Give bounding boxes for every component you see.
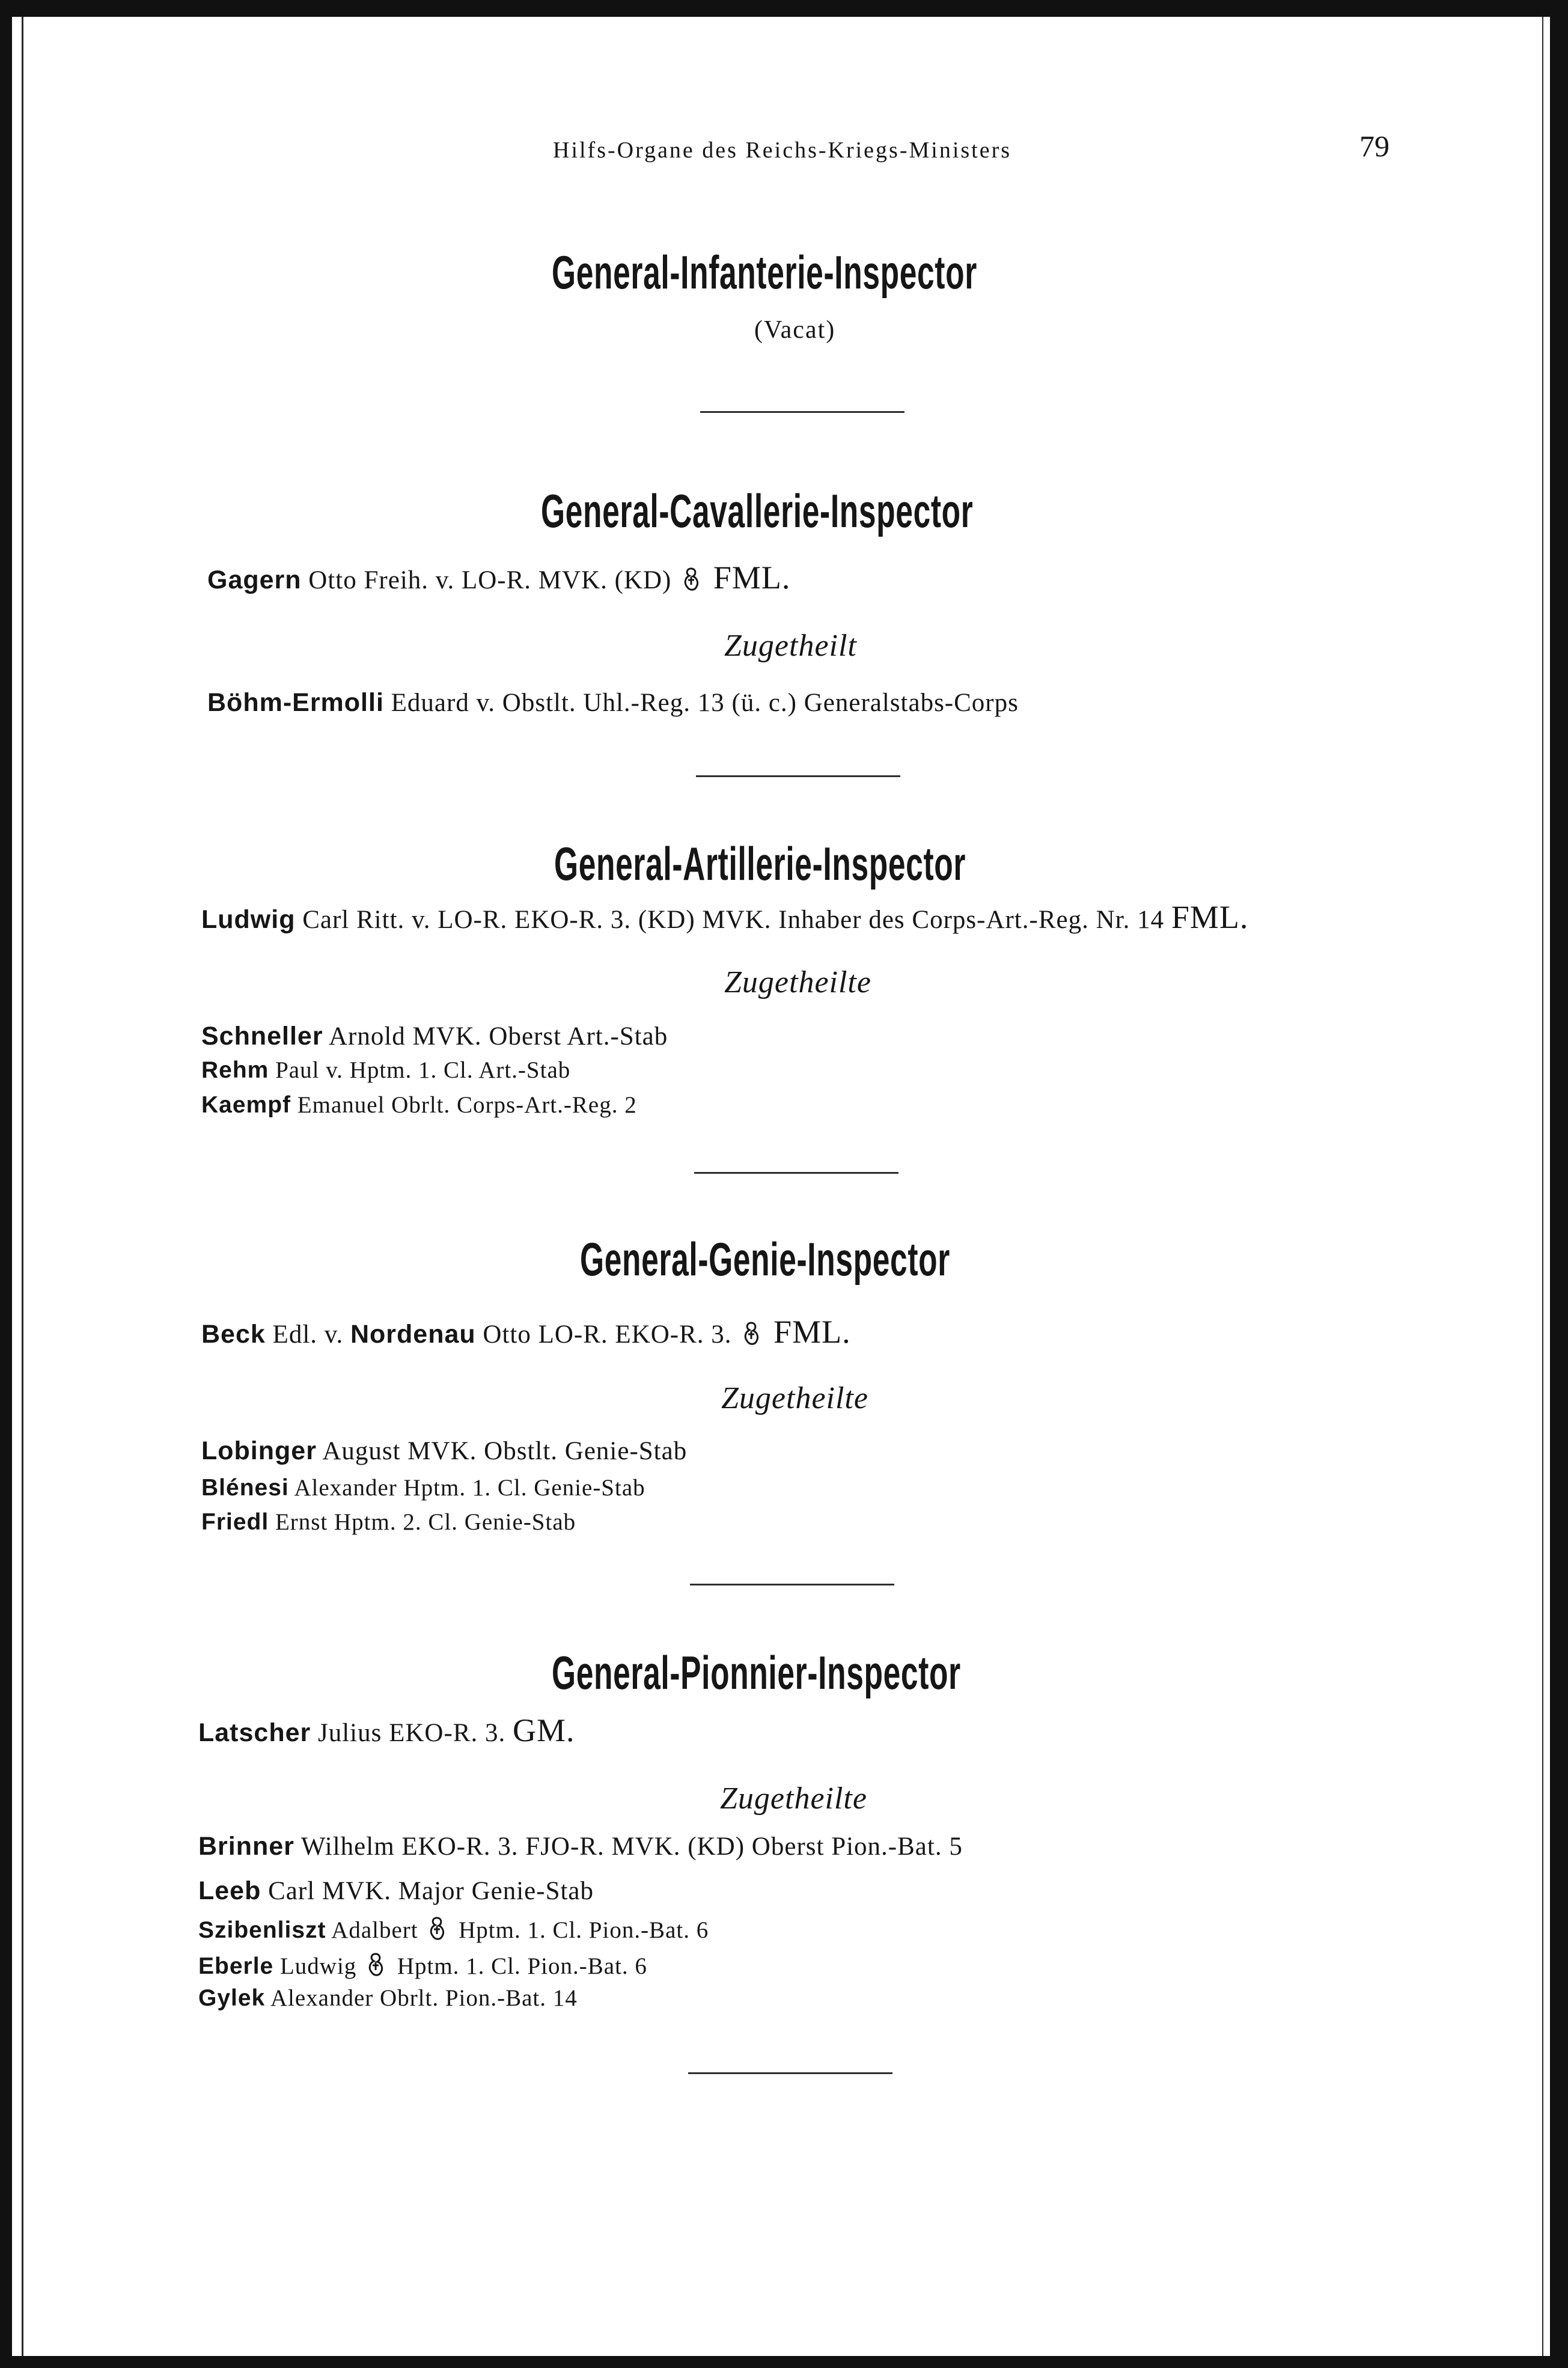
section-title-infanterie: General-Infanterie-Inspector xyxy=(552,246,977,299)
member-entry xyxy=(201,1474,645,1501)
member-entry xyxy=(201,1022,668,1051)
vacat-note: (Vacat) xyxy=(754,316,836,344)
entry-details: Edl. v. xyxy=(272,1320,344,1349)
section-divider xyxy=(694,1172,898,1174)
assigned-label: Zugetheilt xyxy=(724,629,857,663)
member-entry xyxy=(198,1876,594,1906)
member-entry xyxy=(201,1436,687,1466)
surname: Blénesi xyxy=(201,1475,289,1501)
rank: FML. xyxy=(713,560,791,596)
surname: Eberle xyxy=(198,1953,274,1979)
entry-details: Eduard v. Obstlt. Uhl.-Reg. 13 (ü. c.) Generalstabs-Corps xyxy=(391,689,1019,717)
member-entry xyxy=(198,1916,709,1944)
entry-details: Otto LO-R. EKO-R. 3. xyxy=(483,1320,732,1349)
running-head: Hilfs-Organe des Reichs-Kriegs-Ministers xyxy=(553,138,1012,163)
head-entry xyxy=(201,899,1248,936)
surname: Latscher xyxy=(198,1718,311,1747)
surname: Schneller xyxy=(201,1022,323,1051)
member-entry xyxy=(207,688,1019,718)
surname: Beck xyxy=(201,1320,266,1349)
entry-details: Ernst Hptm. 2. Cl. Genie-Stab xyxy=(275,1509,576,1535)
head-entry xyxy=(198,1712,575,1749)
surname: Szibenliszt xyxy=(198,1917,326,1943)
section-divider xyxy=(700,411,904,413)
entry-details: Carl Ritt. v. LO-R. EKO-R. 3. (KD) MVK. Inhaber des Corps-Art.-Reg. Nr. 14 xyxy=(302,906,1165,934)
surname: Gagern xyxy=(207,566,302,594)
entry-details: Adalbert xyxy=(331,1917,418,1943)
entry-details: Julius EKO-R. 3. xyxy=(318,1719,506,1747)
member-entry xyxy=(198,1952,647,1980)
gutter-line xyxy=(22,17,23,2356)
assigned-label: Zugetheilte xyxy=(720,1781,867,1816)
section-title-artillerie: General-Artillerie-Inspector xyxy=(554,837,966,890)
military-merit-cross-icon xyxy=(428,1916,446,1942)
surname: Brinner xyxy=(198,1832,294,1861)
page-number: 79 xyxy=(1359,129,1390,163)
surname: Friedl xyxy=(201,1509,269,1535)
entry-details: Alexander Obrlt. Pion.-Bat. 14 xyxy=(270,1985,578,2011)
head-entry xyxy=(201,1313,851,1350)
military-merit-cross-icon xyxy=(682,567,700,593)
section-title-pionnier: General-Pionnier-Inspector xyxy=(552,1646,961,1699)
entry-details: Hptm. 1. Cl. Pion.-Bat. 6 xyxy=(459,1917,709,1943)
member-entry xyxy=(201,1091,637,1118)
entry-details: Paul v. Hptm. 1. Cl. Art.-Stab xyxy=(275,1057,571,1083)
surname: Gylek xyxy=(198,1985,266,2011)
surname: Ludwig xyxy=(201,905,296,934)
surname-second: Nordenau xyxy=(350,1320,476,1349)
surname: Rehm xyxy=(201,1057,269,1083)
head-entry xyxy=(207,559,790,596)
entry-details: Emanuel Obrlt. Corps-Art.-Reg. 2 xyxy=(297,1092,637,1118)
entry-details: Alexander Hptm. 1. Cl. Genie-Stab xyxy=(294,1475,645,1501)
section-title-cavallerie: General-Cavallerie-Inspector xyxy=(541,484,974,537)
military-merit-cross-icon xyxy=(367,1952,385,1979)
surname: Leeb xyxy=(198,1876,261,1905)
section-divider xyxy=(696,775,900,777)
member-entry xyxy=(201,1509,576,1536)
member-entry xyxy=(198,1832,963,1861)
assigned-label: Zugetheilte xyxy=(724,965,871,999)
entry-details: Carl MVK. Major Genie-Stab xyxy=(268,1877,594,1905)
rank: FML. xyxy=(773,1314,851,1350)
entry-details: Arnold MVK. Oberst Art.-Stab xyxy=(328,1022,668,1051)
member-entry xyxy=(201,1057,570,1084)
member-entry xyxy=(198,1985,578,2012)
entry-details: August MVK. Obstlt. Genie-Stab xyxy=(322,1437,688,1465)
assigned-label: Zugetheilte xyxy=(721,1381,868,1415)
section-divider xyxy=(688,2072,892,2074)
surname: Lobinger xyxy=(201,1436,317,1465)
entry-details: Ludwig xyxy=(279,1953,357,1979)
military-merit-cross-icon xyxy=(742,1321,760,1347)
entry-details: Hptm. 1. Cl. Pion.-Bat. 6 xyxy=(397,1953,647,1979)
rank: GM. xyxy=(512,1712,575,1748)
entry-details: Wilhelm EKO-R. 3. FJO-R. MVK. (KD) Oberst Pion.-Bat. 5 xyxy=(300,1832,963,1861)
entry-details: Otto Freih. v. LO-R. MVK. (KD) xyxy=(308,566,672,594)
surname: Böhm-Ermolli xyxy=(207,688,384,717)
surname: Kaempf xyxy=(201,1092,291,1118)
section-divider xyxy=(690,1584,894,1585)
rank: FML. xyxy=(1171,899,1249,935)
right-edge-line xyxy=(1542,17,1543,2356)
section-title-genie: General-Genie-Inspector xyxy=(580,1233,950,1286)
